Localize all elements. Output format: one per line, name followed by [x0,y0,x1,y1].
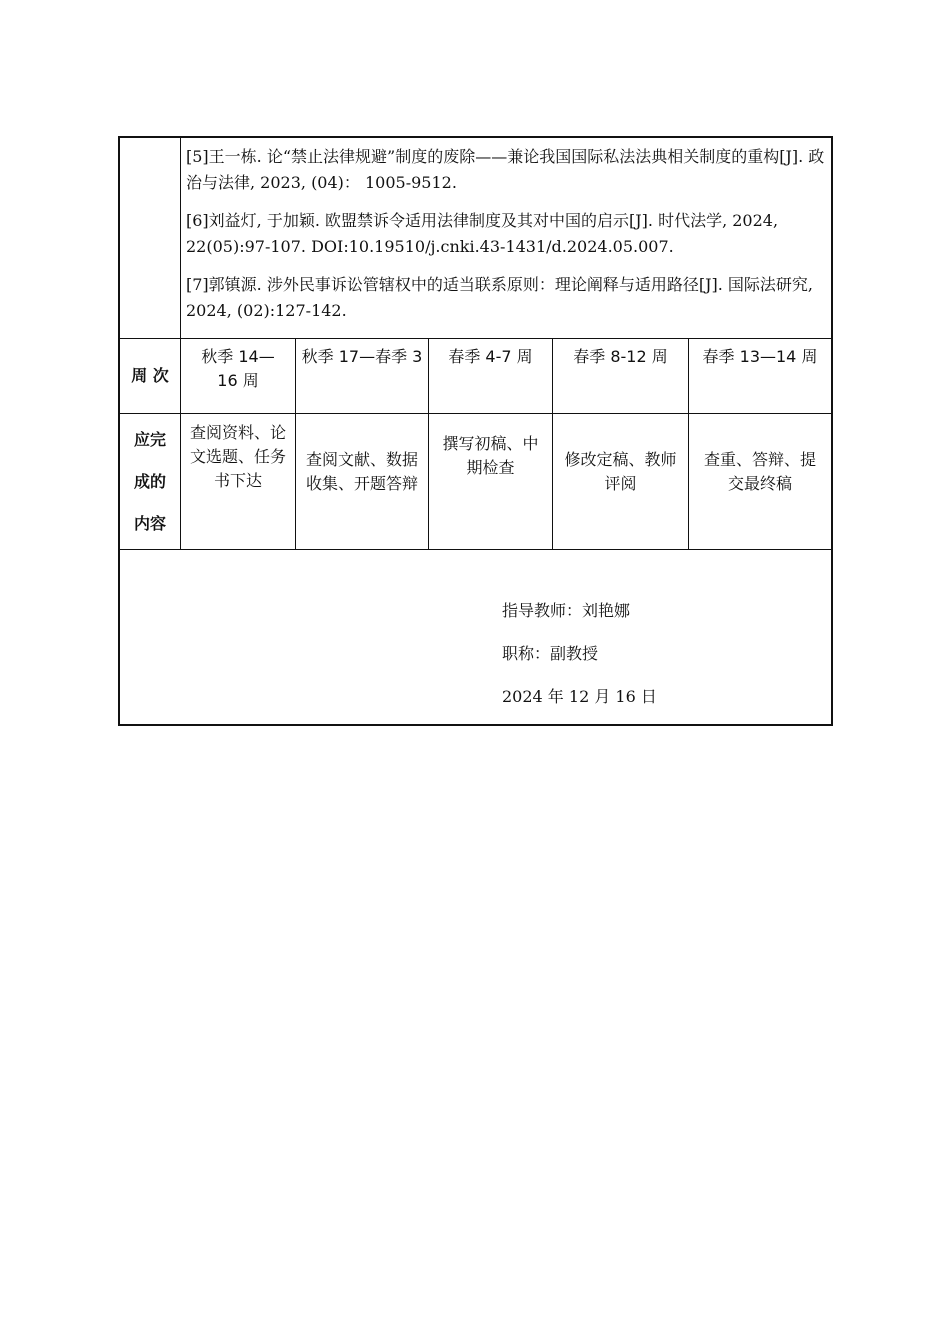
content-cell: 查阅资料、论文选题、任务书下达 [189,423,286,490]
row-divider [120,549,831,550]
reference-list [186,144,826,336]
week-label: 周 次 [131,366,169,385]
reference-item: [6]刘益灯, 于加颖. 欧盟禁诉令适用法律制度及其对中国的启示[J]. 时代法学, 2024, 22(05):97-107. DOI:10.19510/j.cnki.43-1431/d.2024.05.007. [186,211,779,256]
content-cell: 查阅文献、数据收集、开题答辩 [305,450,418,493]
content-label [120,414,180,549]
sign-date: 2024 年 12 月 16 日 [502,687,657,706]
week-cell: 春季 8-12 周 [573,347,668,366]
week-cell: 春季 4-7 周 [448,347,533,366]
reference-item: [5]王一栋. 论“禁止法律规避”制度的废除——兼论我国国际私法法典相关制度的重构[J]. 政治与法律, 2023, (04)： 1005-9512. [186,147,825,192]
advisor-title: 职称：副教授 [502,644,599,663]
reference-item: [7]郭镇源. 涉外民事诉讼管辖权中的适当联系原则：理论阐释与适用路径[J]. 国际法研究, 2024, (02):127-142. [186,275,813,320]
content-cell: 撰写初稿、中期检查 [442,434,539,477]
content-cell: 修改定稿、教师评阅 [564,450,677,493]
week-cell: 春季 13—14 周 [702,347,818,366]
week-cell: 秋季 14—16 周 [201,347,275,390]
advisor-name: 指导教师：刘艳娜 [502,601,631,620]
content-label-line: 内容 [133,513,166,533]
content-label-line: 应完 [133,429,166,449]
task-table [118,136,833,726]
week-cell: 秋季 17—春季 3 [301,347,423,366]
content-label-line: 成的 [133,471,166,491]
content-cell: 查重、答辩、提交最终稿 [703,450,816,493]
